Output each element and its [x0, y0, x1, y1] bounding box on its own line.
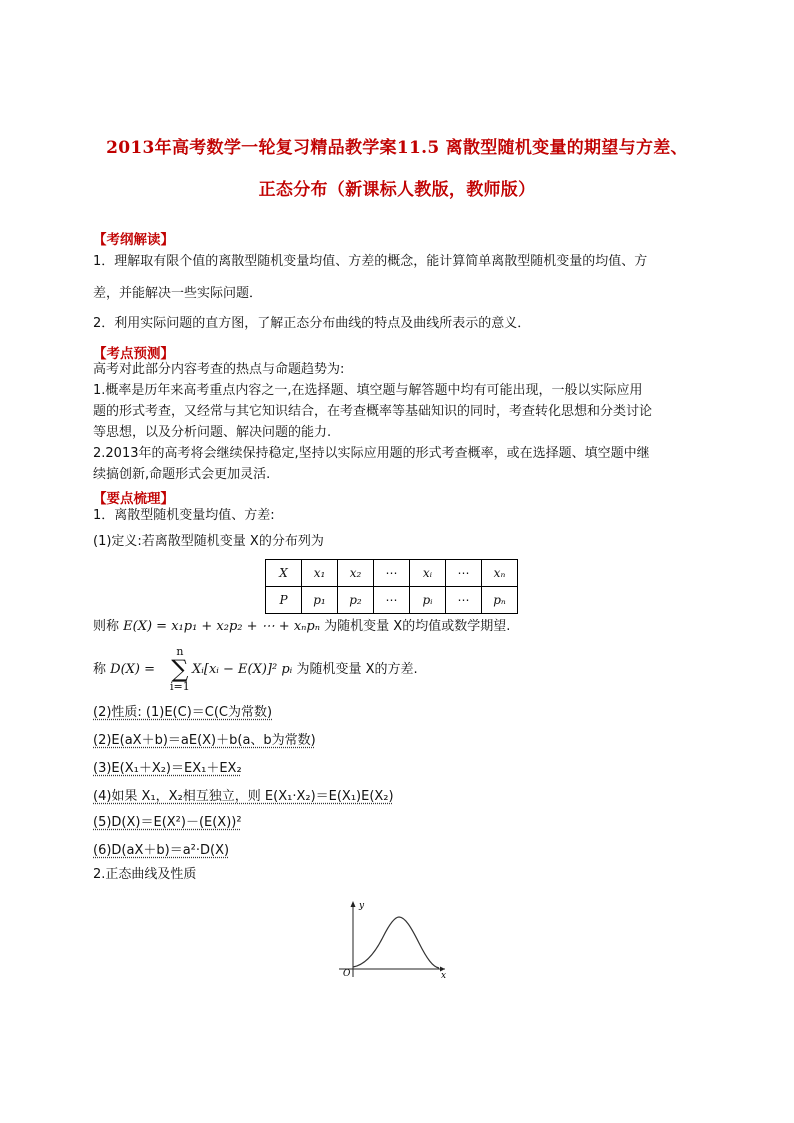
expectation-prefix: 则称: [93, 619, 120, 634]
kaogang-line-1: 1．理解取有限个值的离散型随机变量均值、方差的概念，能计算简单离散型随机变量的均值、方: [93, 254, 648, 269]
table-cell: ⋯: [446, 560, 482, 587]
variance-prefix: 称: [93, 662, 107, 677]
sigma-upper-limit: n: [176, 645, 184, 658]
property-3: (3)E(X₁＋X₂)＝EX₁＋EX₂: [93, 761, 242, 776]
document-title-line2: 正态分布（新课标人教版，教师版）: [258, 180, 536, 200]
variance-formula-right: Xᵢ[xᵢ − E(X)]² pᵢ: [192, 662, 293, 677]
table-cell: p₂: [338, 587, 374, 614]
table-cell: xᵢ: [410, 560, 446, 587]
table-cell: X: [266, 560, 302, 587]
kaodian-line-1: 高考对此部分内容考查的热点与命题趋势为:: [93, 362, 345, 377]
table-cell: x₂: [338, 560, 374, 587]
variance-definition-left: [93, 662, 155, 678]
normal-curve: [353, 917, 439, 968]
normal-curve-figure: [335, 897, 450, 979]
origin-label: O: [343, 969, 351, 979]
summation-symbol: [170, 646, 190, 692]
property-5: (5)D(X)＝E(X²)－(E(X))²: [93, 815, 242, 830]
property-6: (6)D(aX＋b)＝a²·D(X): [93, 843, 230, 858]
table-cell: pᵢ: [410, 587, 446, 614]
table-cell: p₁: [302, 587, 338, 614]
y-axis-arrow-icon: [351, 901, 356, 907]
variance-formula-left: D(X) =: [110, 662, 156, 677]
kaodian-line-4: 等思想，以及分析问题、解决问题的能力.: [93, 425, 332, 440]
definition-line: (1)定义:若离散型随机变量 X的分布列为: [93, 534, 324, 549]
distribution-table: [265, 559, 518, 614]
kaodian-line-5: 2.2013年的高考将会继续保持稳定,坚持以实际应用题的形式考查概率，或在选择题、填空题中继: [93, 446, 650, 461]
expectation-suffix: 为随机变量 X的均值或数学期望.: [324, 619, 511, 634]
section-heading-yaodian: 【要点梳理】: [93, 491, 174, 507]
table-row: [266, 560, 518, 587]
expectation-formula: E(X) = x₁p₁ + x₂p₂ + ⋯ + xₙpₙ: [123, 619, 321, 634]
variance-suffix: 为随机变量 X的方差.: [296, 662, 418, 677]
property-4: (4)如果 X₁，X₂相互独立，则 E(X₁·X₂)＝E(X₁)E(X₂): [93, 789, 394, 804]
table-cell: ⋯: [374, 560, 410, 587]
table-cell: ⋯: [446, 587, 482, 614]
property-2: (2)E(aX＋b)＝aE(X)＋b(a、b为常数): [93, 733, 316, 748]
variance-definition-right: [192, 662, 418, 678]
yaodian-item-1: 1．离散型随机变量均值、方差:: [93, 508, 275, 523]
table-cell: P: [266, 587, 302, 614]
expectation-definition: [93, 619, 510, 635]
section-heading-kaogang: 【考纲解读】: [93, 232, 174, 248]
table-row: [266, 587, 518, 614]
property-1: (2)性质: (1)E(C)＝C(C为常数): [93, 705, 273, 720]
table-cell: x₁: [302, 560, 338, 587]
kaodian-line-3: 题的形式考查，又经常与其它知识结合，在考查概率等基础知识的同时，考查转化思想和分类讨论: [93, 404, 653, 419]
table-cell: xₙ: [482, 560, 518, 587]
document-title-line1: 2013年高考数学一轮复习精品教学案11.5 离散型随机变量的期望与方差、: [106, 138, 688, 158]
table-cell: pₙ: [482, 587, 518, 614]
yaodian-item-2: 2.正态曲线及性质: [93, 867, 197, 882]
kaodian-line-2: 1.概率是历年来高考重点内容之一,在选择题、填空题与解答题中均有可能出现，一般以实际应用: [93, 383, 643, 398]
table-cell: ⋯: [374, 587, 410, 614]
kaogang-line-3: 2．利用实际问题的直方图，了解正态分布曲线的特点及曲线所表示的意义．: [93, 316, 531, 331]
kaogang-line-2: 差，并能解决一些实际问题．: [93, 286, 263, 301]
y-axis-label: y: [359, 901, 365, 911]
kaodian-line-6: 续搞创新,命题形式会更加灵活.: [93, 467, 271, 482]
sigma-lower-limit: i=1: [170, 680, 190, 693]
section-heading-kaodian: 【考点预测】: [93, 346, 174, 362]
x-axis-label: x: [441, 971, 447, 979]
sigma-icon: ∑: [171, 655, 189, 683]
